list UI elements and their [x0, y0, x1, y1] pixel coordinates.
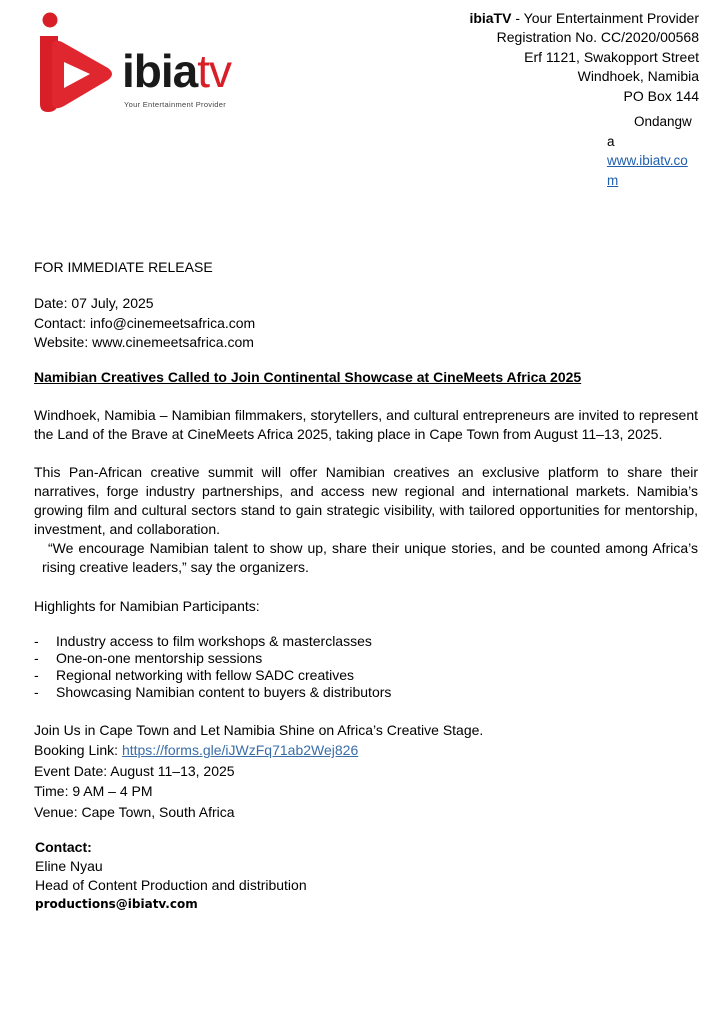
- po-box: PO Box 144: [623, 87, 699, 104]
- release-date: Date: 07 July, 2025: [34, 295, 154, 311]
- company-address: [469, 9, 699, 106]
- event-date: Event Date: August 11–13, 2025: [34, 762, 235, 779]
- registration-number: Registration No. CC/2020/00568: [496, 29, 699, 46]
- booking-label: Booking Link:: [34, 742, 122, 759]
- highlights-list: [34, 633, 391, 701]
- event-cta: Join Us in Cape Town and Let Namibia Shine on Africa’s Creative Stage.: [34, 722, 484, 738]
- play-logo-icon: [38, 12, 118, 116]
- website-link-line-1[interactable]: www.ibiatv.co: [607, 153, 688, 168]
- event-info: [34, 720, 483, 822]
- company-name: ibiaTV: [469, 10, 512, 26]
- booking-link[interactable]: https://forms.gle/iJWzFq71ab2Wej826: [121, 742, 359, 759]
- intro-paragraph: Windhoek, Namibia – Namibian filmmakers, storytellers, and cultural entrepreneurs are invited to represent the Land of the Brave at CineMeets Africa 2025, taking place in Cape Town from August 11–13, 2025.: [34, 407, 698, 442]
- town-line-2: a: [607, 133, 615, 149]
- summit-paragraph: This Pan-African creative summit will offer Namibian creatives an exclusive platform to share their narratives, forge industry partnerships, and access new regional and international markets. Namibia’s growing film and cultural sectors stand to gain strategic visibility, with tailored opportunities for mentorship, investment, and collaboration.: [34, 464, 698, 537]
- event-venue: Venue: Cape Town, South Africa: [34, 803, 235, 820]
- list-item: - Showcasing Namibian content to buyers & distributors: [34, 684, 391, 701]
- release-label: FOR IMMEDIATE RELEASE: [34, 259, 213, 275]
- highlights-title: Highlights for Namibian Participants:: [34, 598, 260, 614]
- logo-word-tv: tv: [197, 45, 232, 97]
- list-item: - One-on-one mentorship sessions: [34, 650, 391, 667]
- contact-email[interactable]: productions@ibiatv.com: [35, 897, 198, 911]
- release-contact: Contact: info@cinemeetsafrica.com: [34, 314, 256, 331]
- contact-name: Eline Nyau: [35, 858, 103, 874]
- logo-wordmark: [122, 45, 232, 97]
- list-item: - Regional networking with fellow SADC creatives: [34, 667, 391, 684]
- company-name-line: [469, 9, 699, 28]
- quote-paragraph: “We encourage Namibian talent to show up, share their unique stories, and be counted among Africa’s rising creative leaders,” say the organizers.: [42, 540, 698, 575]
- website-link-line-2[interactable]: m: [607, 172, 619, 188]
- logo-tagline: Your Entertainment Provider: [124, 100, 227, 109]
- company-address-continued: [607, 112, 692, 190]
- contact-role: Head of Content Production and distribution: [35, 877, 307, 893]
- contact-block: [35, 838, 307, 914]
- town-line-1: Ondangw: [634, 114, 692, 129]
- booking-line: [34, 740, 483, 760]
- event-time: Time: 9 AM – 4 PM: [34, 783, 153, 800]
- release-meta: [34, 294, 255, 353]
- company-suffix: - Your Entertainment Provider: [511, 10, 699, 26]
- logo-word-ibia: ibia: [122, 45, 198, 97]
- city: Windhoek, Namibia: [577, 68, 699, 85]
- contact-heading: Contact:: [35, 839, 92, 855]
- street-address: Erf 1121, Swakopport Street: [524, 48, 699, 65]
- list-item: - Industry access to film workshops & masterclasses: [34, 633, 391, 650]
- release-website: Website: www.cinemeetsafrica.com: [34, 334, 254, 350]
- headline: Namibian Creatives Called to Join Continental Showcase at CineMeets Africa 2025: [34, 369, 582, 385]
